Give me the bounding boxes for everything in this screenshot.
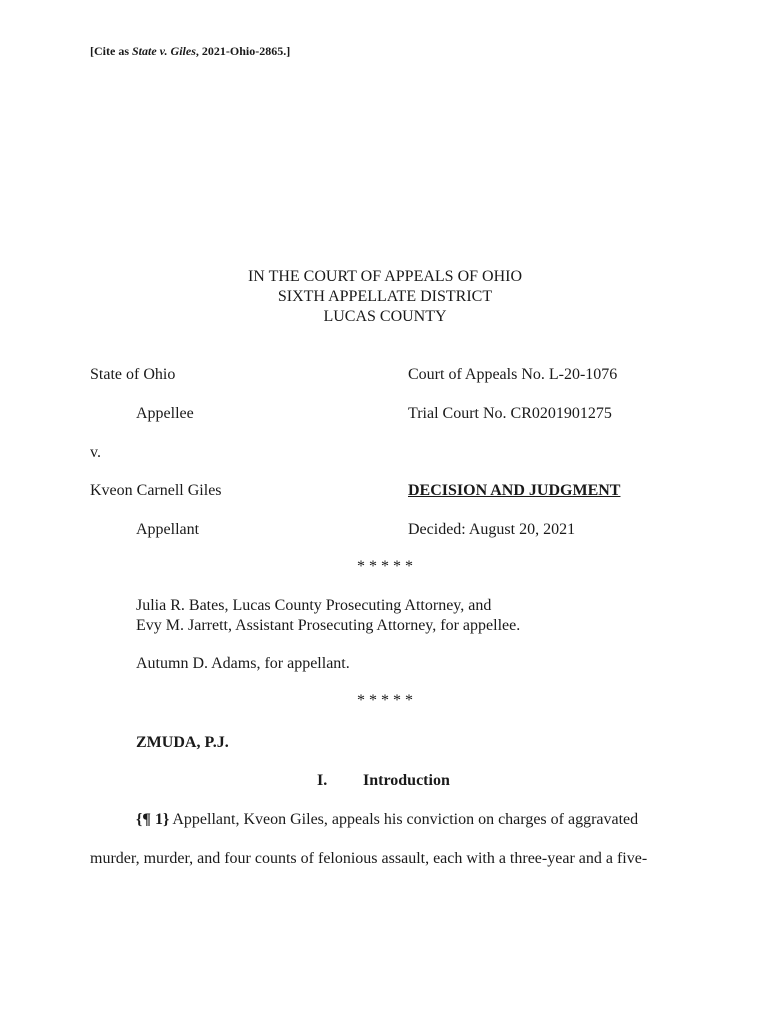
citation-prefix: [Cite as [90, 44, 132, 58]
party-appellee-name: State of Ohio [90, 366, 176, 383]
decision-title: DECISION AND JUDGMENT [408, 482, 621, 499]
party-appellant-name: Kveon Carnell Giles [90, 482, 222, 499]
counsel-appellant: Autumn D. Adams, for appellant. [136, 655, 350, 672]
citation-case-name: State v. Giles [132, 44, 196, 58]
author-judge: ZMUDA, P.J. [136, 734, 229, 751]
appeals-number: Court of Appeals No. L-20-1076 [408, 366, 618, 383]
separator-top: * * * * * [357, 558, 413, 575]
paragraph-1-text: Appellant, Kveon Giles, appeals his conviction on charges of aggravated [169, 811, 639, 828]
county-name: LUCAS COUNTY [323, 308, 447, 325]
decided-date: Decided: August 20, 2021 [408, 521, 576, 538]
paragraph-marker: {¶ 1} [136, 811, 170, 828]
counsel-appellee-line2: Evy M. Jarrett, Assistant Prosecuting Attorney, for appellee. [136, 617, 521, 634]
trial-court-number: Trial Court No. CR0201901275 [408, 405, 612, 422]
section-number: I. [317, 772, 328, 789]
citation [90, 44, 290, 59]
party-appellee-role: Appellee [136, 405, 194, 422]
section-title: Introduction [363, 772, 450, 789]
versus: v. [90, 444, 101, 461]
citation-suffix: , 2021-Ohio-2865.] [195, 44, 291, 58]
paragraph-1-line2: murder, murder, and four counts of felonious assault, each with a three-year and a five- [90, 850, 648, 867]
paragraph-1-line1 [136, 811, 638, 829]
district-name: SIXTH APPELLATE DISTRICT [277, 288, 493, 305]
counsel-appellee-line1: Julia R. Bates, Lucas County Prosecuting Attorney, and [136, 597, 492, 614]
court-name: IN THE COURT OF APPEALS OF OHIO [247, 268, 523, 285]
separator-bottom: * * * * * [357, 692, 413, 709]
party-appellant-role: Appellant [136, 521, 200, 538]
